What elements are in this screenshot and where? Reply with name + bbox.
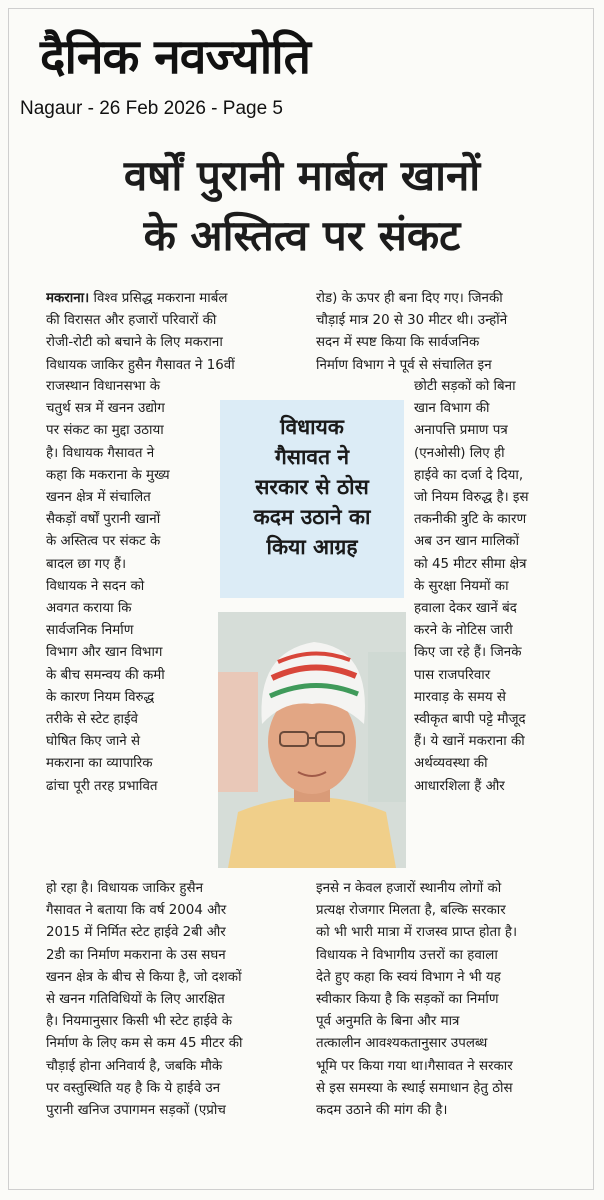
body-text: रोड) के ऊपर ही बना दिए गए। जिनकी bbox=[316, 291, 503, 306]
body-text: तत्कालीन आवश्यकतानुसार उपलब्ध bbox=[316, 1036, 488, 1052]
body-text-line bbox=[46, 642, 212, 664]
body-text-line bbox=[316, 288, 588, 310]
body-text: (एनओसी) लिए ही bbox=[414, 445, 505, 461]
body-text-line bbox=[46, 1033, 308, 1055]
body-text: पर संकट का मुद्दा उठाया bbox=[46, 423, 164, 439]
body-text-line bbox=[414, 398, 588, 420]
right-column-top bbox=[316, 288, 588, 377]
body-text: के सुरक्षा नियमों का bbox=[414, 578, 509, 594]
body-text-line bbox=[46, 878, 308, 900]
body-text-line bbox=[46, 355, 300, 377]
body-text: ढांचा पूरी तरह प्रभावित bbox=[46, 778, 158, 794]
body-text: पास राजपरिवार bbox=[414, 667, 491, 683]
body-text: 2डी का निर्माण मकराना के उस सघन bbox=[46, 947, 226, 963]
body-text: विधायक ने सदन को bbox=[46, 578, 145, 594]
body-text: स्वीकृत बापी पट्टे मौजूद bbox=[414, 712, 526, 728]
pull-quote-line: किया आग्रह bbox=[266, 535, 358, 559]
body-text: आधारशिला हैं और bbox=[414, 778, 505, 794]
body-text: हवाला देकर खानें बंद bbox=[414, 601, 517, 617]
body-text: सदन में स्पष्ट किया कि सार्वजनिक bbox=[316, 335, 480, 351]
body-text-line bbox=[316, 967, 588, 989]
body-text: प्रत्यक्ष रोजगार मिलता है, बल्कि सरकार bbox=[316, 903, 506, 919]
body-text: सैकड़ों वर्षों पुरानी खानों bbox=[46, 512, 161, 528]
pull-quote-line: गैसावत ने bbox=[274, 445, 350, 469]
body-text: मारवाड़ के समय से bbox=[414, 689, 506, 705]
newspaper-masthead: दैनिक नवज्योति bbox=[40, 29, 310, 85]
body-text-line bbox=[414, 709, 588, 731]
body-text: से इस समस्या के स्थाई समाधान हेतु ठोस bbox=[316, 1080, 513, 1096]
right-column-bottom bbox=[316, 878, 588, 1122]
body-text-line bbox=[414, 753, 588, 775]
body-text: जो नियम विरुद्ध है। इस bbox=[414, 490, 529, 506]
body-text: 2015 में निर्मित स्टेट हाईवे 2बी और bbox=[46, 925, 226, 941]
body-text-line bbox=[46, 1056, 308, 1078]
body-text-line bbox=[316, 878, 588, 900]
body-text: हाईवे का दर्जा दे दिया, bbox=[414, 467, 524, 483]
body-text-line bbox=[414, 554, 588, 576]
body-text-line bbox=[46, 753, 212, 775]
headline-line-2: के अस्तित्व पर संकट bbox=[143, 211, 461, 260]
body-text-line bbox=[46, 376, 212, 398]
body-text: अवगत कराया कि bbox=[46, 601, 132, 617]
body-text: हैं। ये खानें मकराना की bbox=[414, 734, 525, 750]
article-headline bbox=[20, 146, 584, 266]
body-text: चतुर्थ सत्र में खनन उद्योग bbox=[46, 401, 165, 417]
body-text-line bbox=[46, 531, 212, 553]
body-text: से खनन गतिविधियों के लिए आरक्षित bbox=[46, 992, 225, 1008]
body-text-line bbox=[316, 1056, 588, 1078]
body-text: पूर्व अनुमति के बिना और मात्र bbox=[316, 1014, 460, 1030]
body-text-line bbox=[46, 1011, 308, 1033]
body-text-line bbox=[414, 620, 588, 642]
body-text: किए जा रहे हैं। जिनके bbox=[414, 645, 522, 661]
body-text: रोजी-रोटी को बचाने के लिए मकराना bbox=[46, 335, 223, 351]
body-text-line bbox=[414, 420, 588, 442]
body-text-line bbox=[46, 922, 308, 944]
body-text-line bbox=[414, 665, 588, 687]
body-text-line bbox=[46, 620, 212, 642]
body-text-line bbox=[46, 443, 212, 465]
body-text-line bbox=[46, 709, 212, 731]
body-text: चौड़ाई मात्र 20 से 30 मीटर थी। उन्होंने bbox=[316, 313, 508, 329]
body-text: छोटी सड़कों को बिना bbox=[414, 379, 516, 394]
body-text-line bbox=[316, 1033, 588, 1055]
body-text: विधायक ने विभागीय उत्तरों का हवाला bbox=[316, 947, 498, 963]
left-column-narrow bbox=[46, 376, 212, 798]
body-text: निर्माण के लिए कम से कम 45 मीटर की bbox=[46, 1036, 243, 1052]
pull-quote-line: कदम उठाने का bbox=[253, 505, 371, 529]
body-text-line bbox=[46, 989, 308, 1011]
body-text-line bbox=[316, 1078, 588, 1100]
body-text-line bbox=[46, 332, 300, 354]
body-text-line bbox=[46, 598, 212, 620]
body-text: विभाग और खान विभाग bbox=[46, 645, 163, 661]
body-text-line bbox=[46, 310, 300, 332]
body-text: के कारण नियम विरुद्ध bbox=[46, 689, 155, 705]
body-text-line bbox=[46, 487, 212, 509]
dateline: मकराना। bbox=[46, 291, 90, 306]
body-text: को भी भारी मात्रा में राजस्व प्राप्त होता है। bbox=[316, 925, 518, 941]
body-text-line bbox=[414, 509, 588, 531]
body-text: कदम उठाने की मांग की है। bbox=[316, 1103, 448, 1119]
pull-quote-box bbox=[220, 400, 404, 598]
headline-line-1: वर्षों पुरानी मार्बल खानों bbox=[123, 151, 481, 200]
body-text-line bbox=[316, 945, 588, 967]
body-text: निर्माण विभाग ने पूर्व से संचालित इन bbox=[316, 357, 492, 373]
body-text-line bbox=[414, 598, 588, 620]
body-text: मकराना का व्यापारिक bbox=[46, 756, 153, 772]
body-text: हो रहा है। विधायक जाकिर हुसैन bbox=[46, 881, 203, 896]
right-column-narrow bbox=[414, 376, 588, 798]
body-text-line bbox=[316, 922, 588, 944]
body-text-line bbox=[46, 1078, 308, 1100]
body-text: बादल छा गए हैं। bbox=[46, 556, 127, 572]
body-text-line bbox=[414, 642, 588, 664]
body-text-line bbox=[46, 398, 212, 420]
body-text-line bbox=[46, 288, 300, 310]
body-text-line bbox=[46, 465, 212, 487]
body-text-line bbox=[46, 665, 212, 687]
body-text: भूमि पर किया गया था।गैसावत ने सरकार bbox=[316, 1058, 513, 1074]
pull-quote-line: विधायक bbox=[280, 415, 344, 439]
body-text: है। विधायक गैसावत ने bbox=[46, 445, 155, 461]
body-text: तरीके से स्टेट हाईवे bbox=[46, 712, 138, 728]
body-text-line bbox=[316, 332, 588, 354]
body-text: देते हुए कहा कि स्वयं विभाग ने भी यह bbox=[316, 969, 501, 985]
body-text-line bbox=[46, 900, 308, 922]
body-text-line bbox=[46, 731, 212, 753]
body-text: पर वस्तुस्थिति यह है कि ये हाईवे उन bbox=[46, 1080, 221, 1096]
edition-info: Nagaur - 26 Feb 2026 - Page 5 bbox=[20, 98, 284, 119]
body-text: विधायक जाकिर हुसैन गैसावत ने 16वीं bbox=[46, 357, 235, 373]
body-text-line bbox=[46, 687, 212, 709]
body-text: तकनीकी त्रुटि के कारण bbox=[414, 512, 527, 528]
body-text: अनापत्ति प्रमाण पत्र bbox=[414, 423, 508, 439]
body-text: खान विभाग की bbox=[414, 401, 490, 417]
body-text: अर्थव्यवस्था की bbox=[414, 756, 488, 772]
body-text: कहा कि मकराना के मुख्य bbox=[46, 467, 170, 483]
body-text: है। नियमानुसार किसी भी स्टेट हाईवे के bbox=[46, 1014, 233, 1030]
body-text-line bbox=[414, 465, 588, 487]
portrait-illustration bbox=[218, 612, 406, 868]
body-text: के बीच समन्वय की कमी bbox=[46, 667, 165, 683]
mla-portrait-photo bbox=[218, 612, 406, 868]
body-text-line bbox=[46, 967, 308, 989]
body-text: को 45 मीटर सीमा क्षेत्र bbox=[414, 556, 527, 572]
left-column-bottom bbox=[46, 878, 308, 1122]
body-text: चौड़ाई होना अनिवार्य है, जबकि मौके bbox=[46, 1058, 223, 1074]
body-text: करने के नोटिस जारी bbox=[414, 623, 513, 639]
body-text-line bbox=[414, 776, 588, 798]
body-text-line bbox=[316, 989, 588, 1011]
body-text: पुरानी खनिज उपागमन सड़कों (एप्रोच bbox=[46, 1103, 226, 1119]
body-text: अब उन खान मालिकों bbox=[414, 534, 520, 550]
body-text-line bbox=[316, 310, 588, 332]
body-text-line bbox=[46, 1100, 308, 1122]
body-text-line bbox=[414, 443, 588, 465]
body-text-line bbox=[46, 576, 212, 598]
body-text: गैसावत ने बताया कि वर्ष 2004 और bbox=[46, 903, 227, 919]
body-text-line bbox=[46, 776, 212, 798]
body-text-line bbox=[414, 376, 588, 398]
body-text-line bbox=[414, 576, 588, 598]
body-text-line bbox=[46, 945, 308, 967]
body-text-line bbox=[414, 687, 588, 709]
body-text-line bbox=[414, 531, 588, 553]
body-text-line bbox=[46, 420, 212, 442]
body-text: घोषित किए जाने से bbox=[46, 734, 141, 750]
body-text-line bbox=[46, 554, 212, 576]
body-text: खनन क्षेत्र के बीच से किया है, जो दशकों bbox=[46, 969, 242, 985]
body-text: राजस्थान विधानसभा के bbox=[46, 379, 161, 394]
body-text: स्वीकार किया है कि सड़कों का निर्माण bbox=[316, 992, 499, 1008]
body-text-line bbox=[316, 900, 588, 922]
body-text-line bbox=[46, 509, 212, 531]
body-text: के अस्तित्व पर संकट के bbox=[46, 534, 161, 550]
body-text-line bbox=[414, 731, 588, 753]
body-text: की विरासत और हजारों परिवारों की bbox=[46, 313, 217, 329]
body-text-line bbox=[316, 1100, 588, 1122]
body-text-line bbox=[414, 487, 588, 509]
body-text-line bbox=[316, 355, 588, 377]
body-text: विश्व प्रसिद्ध मकराना मार्बल bbox=[89, 291, 228, 306]
body-text: इनसे न केवल हजारों स्थानीय लोगों को bbox=[316, 881, 502, 896]
body-text: सार्वजनिक निर्माण bbox=[46, 623, 134, 639]
body-text: खनन क्षेत्र में संचालित bbox=[46, 490, 151, 506]
body-text-line bbox=[316, 1011, 588, 1033]
pull-quote-line: सरकार से ठोस bbox=[255, 475, 369, 499]
left-column-top bbox=[46, 288, 300, 377]
